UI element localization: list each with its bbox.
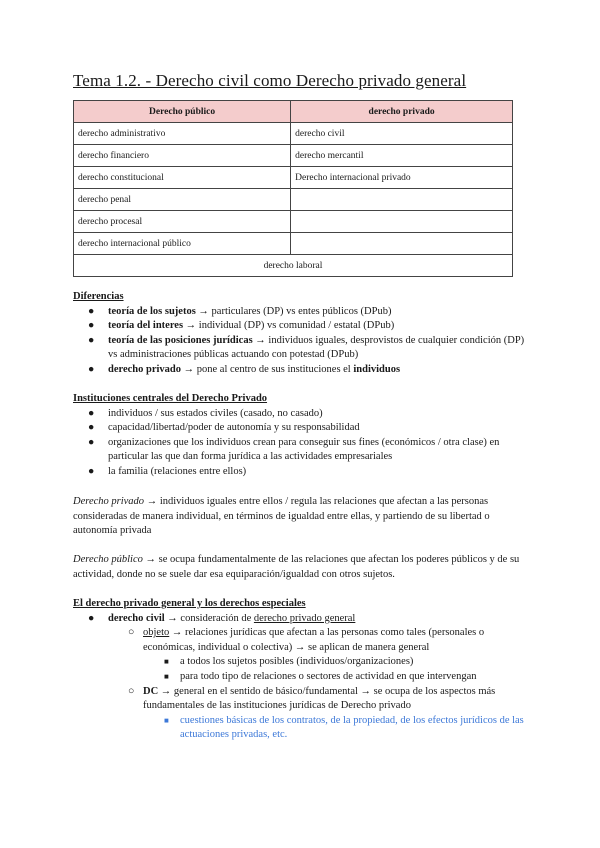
table-header-row [74, 101, 513, 123]
sub-sub-list-item [73, 714, 533, 743]
term-desc: → consideración de [164, 612, 254, 624]
bullet-icon: ● [88, 436, 95, 448]
table-cell-full: derecho laboral [74, 255, 513, 277]
term: derecho civil [108, 612, 165, 624]
table-cell: derecho administrativo [74, 123, 291, 145]
table-row [74, 189, 513, 211]
section-heading: El derecho privado general y los derechos especiales [73, 598, 306, 609]
table-row [74, 123, 513, 145]
diferencias-section [73, 290, 533, 378]
circle-bullet-icon: ○ [128, 627, 135, 639]
bullet-icon: ● [88, 363, 95, 375]
term-desc: → relaciones jurídicas que afectan a las personas como tales (personales o económicas, individual o colectiva) → se aplican de manera general [143, 627, 485, 653]
sub-list-item [73, 685, 533, 714]
item-text: para todo tipo de relaciones o sectores de actividad en que intervengan [180, 670, 477, 682]
table-row [74, 211, 513, 233]
list-item [73, 436, 533, 465]
table-cell [291, 211, 513, 233]
term: teoría de las posiciones jurídicas [108, 334, 253, 346]
term-desc: → general en el sentido de básico/fundamental → se ocupa de los aspectos más fundamentales de las instituciones jurídicas de Derecho privado [143, 685, 496, 712]
bullet-icon: ● [88, 407, 95, 419]
list-item [73, 319, 533, 334]
table-row [74, 233, 513, 255]
table-cell [291, 233, 513, 255]
term-desc: → pone al centro de sus instituciones el [181, 363, 354, 375]
table-cell: derecho constitucional [74, 167, 291, 189]
bullet-icon: ● [88, 612, 95, 624]
para-term: Derecho público [73, 554, 143, 565]
square-bullet-icon: ■ [164, 657, 169, 667]
table-cell: derecho financiero [74, 145, 291, 167]
paragraph-derecho-publico [73, 553, 533, 582]
bullet-icon: ● [88, 320, 95, 332]
term-emphasis: individuos [353, 363, 401, 375]
table-header-cell: derecho privado [291, 101, 513, 123]
table-cell: Derecho internacional privado [291, 167, 513, 189]
page-title: Tema 1.2. - Derecho civil como Derecho privado general [73, 71, 467, 90]
table-cell: derecho penal [74, 189, 291, 211]
bullet-icon: ● [88, 334, 95, 346]
paragraph-derecho-privado [73, 495, 533, 539]
list-item [73, 465, 533, 480]
table-cell [291, 189, 513, 211]
term: DC [143, 685, 159, 697]
list-item [73, 421, 533, 436]
sub-sub-list-item [73, 670, 533, 685]
item-text: capacidad/libertad/poder de autonomía y su responsabilidad [108, 422, 360, 434]
square-bullet-icon: ■ [164, 671, 169, 681]
table-row [74, 167, 513, 189]
term-underlined: derecho privado general [253, 612, 356, 624]
sub-sub-list-item [73, 655, 533, 670]
item-text: la familia (relaciones entre ellos) [108, 465, 247, 477]
list-item [73, 305, 533, 320]
bullet-icon: ● [88, 422, 95, 434]
table-header-cell: Derecho público [74, 101, 291, 123]
general-section [73, 597, 533, 743]
para-term: Derecho privado [73, 496, 145, 507]
table-cell: derecho civil [291, 123, 513, 145]
table-cell: derecho internacional público [74, 233, 291, 255]
square-bullet-icon: ■ [164, 715, 169, 725]
item-text-highlight: cuestiones básicas de los contratos, de la propiedad, de los efectos jurídicos de las actuaciones privadas, etc. [180, 714, 524, 741]
term: derecho privado [108, 363, 182, 375]
term-underlined: objeto [143, 627, 170, 639]
bullet-icon: ● [88, 305, 95, 317]
term: teoría del interes [108, 320, 184, 332]
table-row [74, 145, 513, 167]
term-desc: → particulares (DP) vs entes públicos (DPub) [195, 305, 392, 317]
instituciones-section [73, 392, 533, 480]
bullet-icon: ● [88, 465, 95, 477]
sub-list-item [73, 626, 533, 655]
section-heading: Instituciones centrales del Derecho Privado [73, 393, 268, 404]
table-cell: derecho procesal [74, 211, 291, 233]
item-text: individuos / sus estados civiles (casado, no casado) [108, 407, 323, 419]
circle-bullet-icon: ○ [128, 685, 135, 697]
term-desc: → individual (DP) vs comunidad / estatal (DPub) [183, 320, 395, 332]
term: teoría de los sujetos [108, 305, 196, 317]
section-heading: Diferencias [73, 291, 124, 302]
table-row-full [74, 255, 513, 277]
term-desc: → individuos iguales, desprovistos de cualquier condición (DP) vs administraciones públicas actuando con potestad (DPub) [108, 334, 525, 361]
para-text: → individuos iguales entre ellos / regula las relaciones que afectan a las personas consideradas de manera individual, en términos de igualdad entre ellas, y partiendo de su libertad o autonomía privada [73, 496, 490, 537]
item-text: a todos los sujetos posibles (individuos/organizaciones) [180, 656, 414, 668]
table-cell: derecho mercantil [291, 145, 513, 167]
list-item [73, 334, 533, 363]
para-text: → se ocupa fundamentalmente de las relaciones que afectan los poderes públicos y de su actividad, donde no se suele dar esa equiparación/igualdad con otros sujetos. [73, 554, 520, 580]
list-item [73, 363, 533, 378]
list-item [73, 612, 533, 627]
item-text: organizaciones que los individuos crean para conseguir sus fines (económicos / otra clase) en particular las que dan forma jurídica a las actividades empresariales [108, 436, 500, 463]
comparison-table [73, 100, 513, 277]
list-item [73, 407, 533, 422]
